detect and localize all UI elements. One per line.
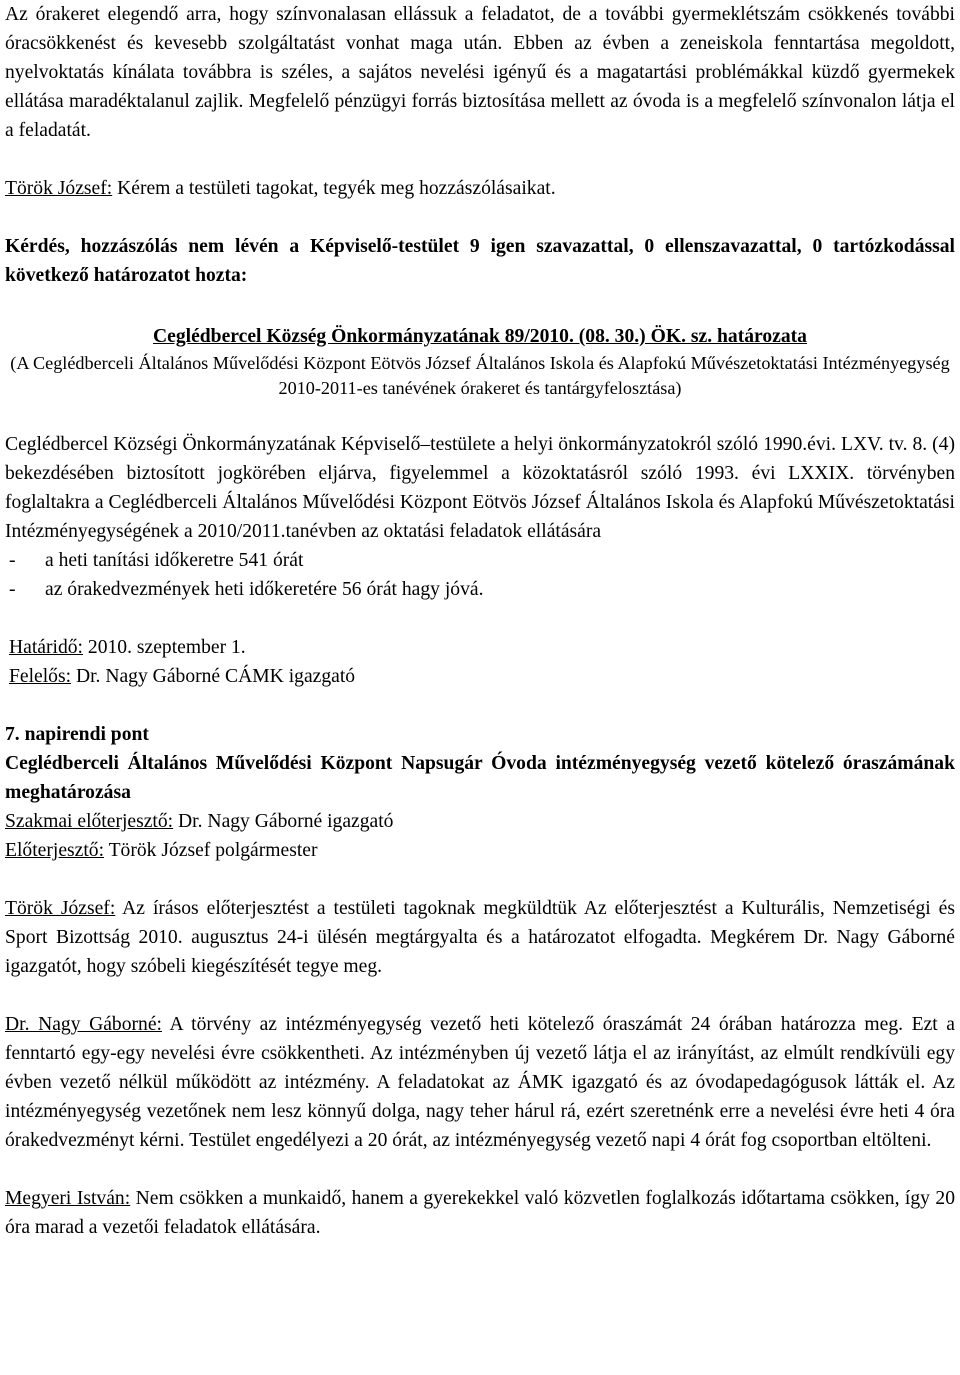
professional-presenter: [5, 807, 955, 836]
professional-presenter-label: Szakmai előterjesztő:: [5, 811, 174, 832]
resolution-title: Ceglédbercel Község Önkormányzatának 89/2010. (08. 30.) ÖK. sz. határozata: [153, 326, 807, 347]
responsible-label: Felelős:: [9, 666, 72, 687]
presenter: [5, 836, 955, 865]
speech-torok-2: [5, 894, 955, 981]
dash-bullet: -: [9, 579, 16, 600]
speech-text: Kérem a testületi tagokat, tegyék meg hozzászólásaikat.: [112, 178, 556, 199]
responsible-value: Dr. Nagy Gáborné CÁMK igazgató: [71, 666, 356, 687]
speech-text: A törvény az intézményegység vezető heti kötelező óraszámát 24 órában határozza meg. Ezt a fenntartó egy-egy nevelési évre csökkentheti. Az intézményben új vezető látja el az irányítást, az elmúlt rendkívüli egy évben vezető nélkül működött az intézmény. A feladatokat az ÁMK igazgató és az óvodapedagógusok látták el. Az intézményegység vezetőnek nem lesz könnyű dolga, nagy teher hárul rá, ezért szeretnénk erre a nevelési évre heti 4 óra órakedvezményt kérni. Testület engedélyezi a 20 órát, az intézményegység vezető napi 4 órát fog csoportban eltölteni.: [5, 1014, 955, 1151]
presenter-value: Török József polgármester: [104, 840, 318, 861]
speech-nagy: [5, 1010, 955, 1155]
resolution-subtitle: (A Ceglédberceli Általános Művelődési Központ Eötvös József Általános Iskola és Alapfokú Művészetoktatási Intézményegység 2010-2011-es tanévének órakeret és tantárgyfelosztása): [10, 353, 950, 398]
resolution-item: [5, 575, 955, 604]
speaker-name: Török József:: [5, 898, 116, 919]
deadline-label: Határidő:: [9, 637, 83, 658]
vote-statement: Kérdés, hozzászólás nem lévén a Képviselő-testület 9 igen szavazattal, 0 ellenszavazattal, 0 tartózkodással következő határozatot hozta:: [5, 236, 955, 286]
resolution-item: [5, 546, 955, 575]
professional-presenter-value: Dr. Nagy Gáborné igazgató: [173, 811, 394, 832]
speech-megyeri: [5, 1184, 955, 1242]
responsible: [5, 662, 955, 691]
speaker-name: Török József:: [5, 178, 113, 199]
deadline-value: 2010. szeptember 1.: [83, 637, 246, 658]
speaker-name: Dr. Nagy Gáborné:: [5, 1014, 162, 1035]
speaker-name: Megyeri István:: [5, 1188, 131, 1209]
dash-bullet: -: [9, 550, 16, 571]
agenda-number: 7. napirendi pont: [5, 724, 149, 745]
intro-paragraph: Az órakeret elegendő arra, hogy színvonalasan ellássuk a feladatot, de a további gyermeklétszám csökkenés további óracsökkenést és kevesebb szolgáltatást vonhat maga után. Ebben az évben a zeneiskola fenntartása megoldott, nyelvoktatás kínálata továbbra is széles, a sajátos nevelési igényű és a magatartási problémákkal küzdő gyermekek ellátása maradéktalanul zajlik. Megfelelő pénzügyi forrás biztosítása mellett az óvoda is a megfelelő színvonalon látja el a feladatát.: [5, 4, 955, 141]
document-page: [5, 0, 955, 1242]
presenter-label: Előterjesztő:: [5, 840, 105, 861]
speech-text: Nem csökken a munkaidő, hanem a gyerekekkel való közvetlen foglalkozás időtartama csökken, így 20 óra marad a vezetői feladatok ellátására.: [5, 1188, 955, 1238]
deadline: [5, 633, 955, 662]
speech-torok-1: [5, 174, 955, 203]
agenda-title: Ceglédberceli Általános Művelődési Központ Napsugár Óvoda intézményegység vezető kötelező óraszámának meghatározása: [5, 753, 955, 803]
speech-text: Az írásos előterjesztést a testületi tagoknak megküldtük Az előterjesztést a Kulturális, Nemzetiségi és Sport Bizottság 2010. augusztus 24-i ülésén megtárgyalta és a határozatot elfogadta. Megkérem Dr. Nagy Gáborné igazgatót, hogy szóbeli kiegészítését tegye meg.: [5, 898, 955, 977]
resolution-body: Ceglédbercel Községi Önkormányzatának Képviselő–testülete a helyi önkormányzatokról szóló 1990.évi. LXV. tv. 8. (4) bekezdésében biztosított jogkörében eljárva, figyelemmel a közoktatásról szóló 1993. évi LXXIX. törvényben foglaltakra a Ceglédberceli Általános Művelődési Központ Eötvös József Általános Iskola és Alapfokú Művészetoktatási Intézményegységének a 2010/2011.tanévben az oktatási feladatok ellátására: [5, 434, 955, 542]
resolution-item-text: a heti tanítási időkeretre 541 órát: [45, 550, 304, 571]
resolution-item-text: az órakedvezmények heti időkeretére 56 órát hagy jóvá.: [45, 579, 484, 600]
